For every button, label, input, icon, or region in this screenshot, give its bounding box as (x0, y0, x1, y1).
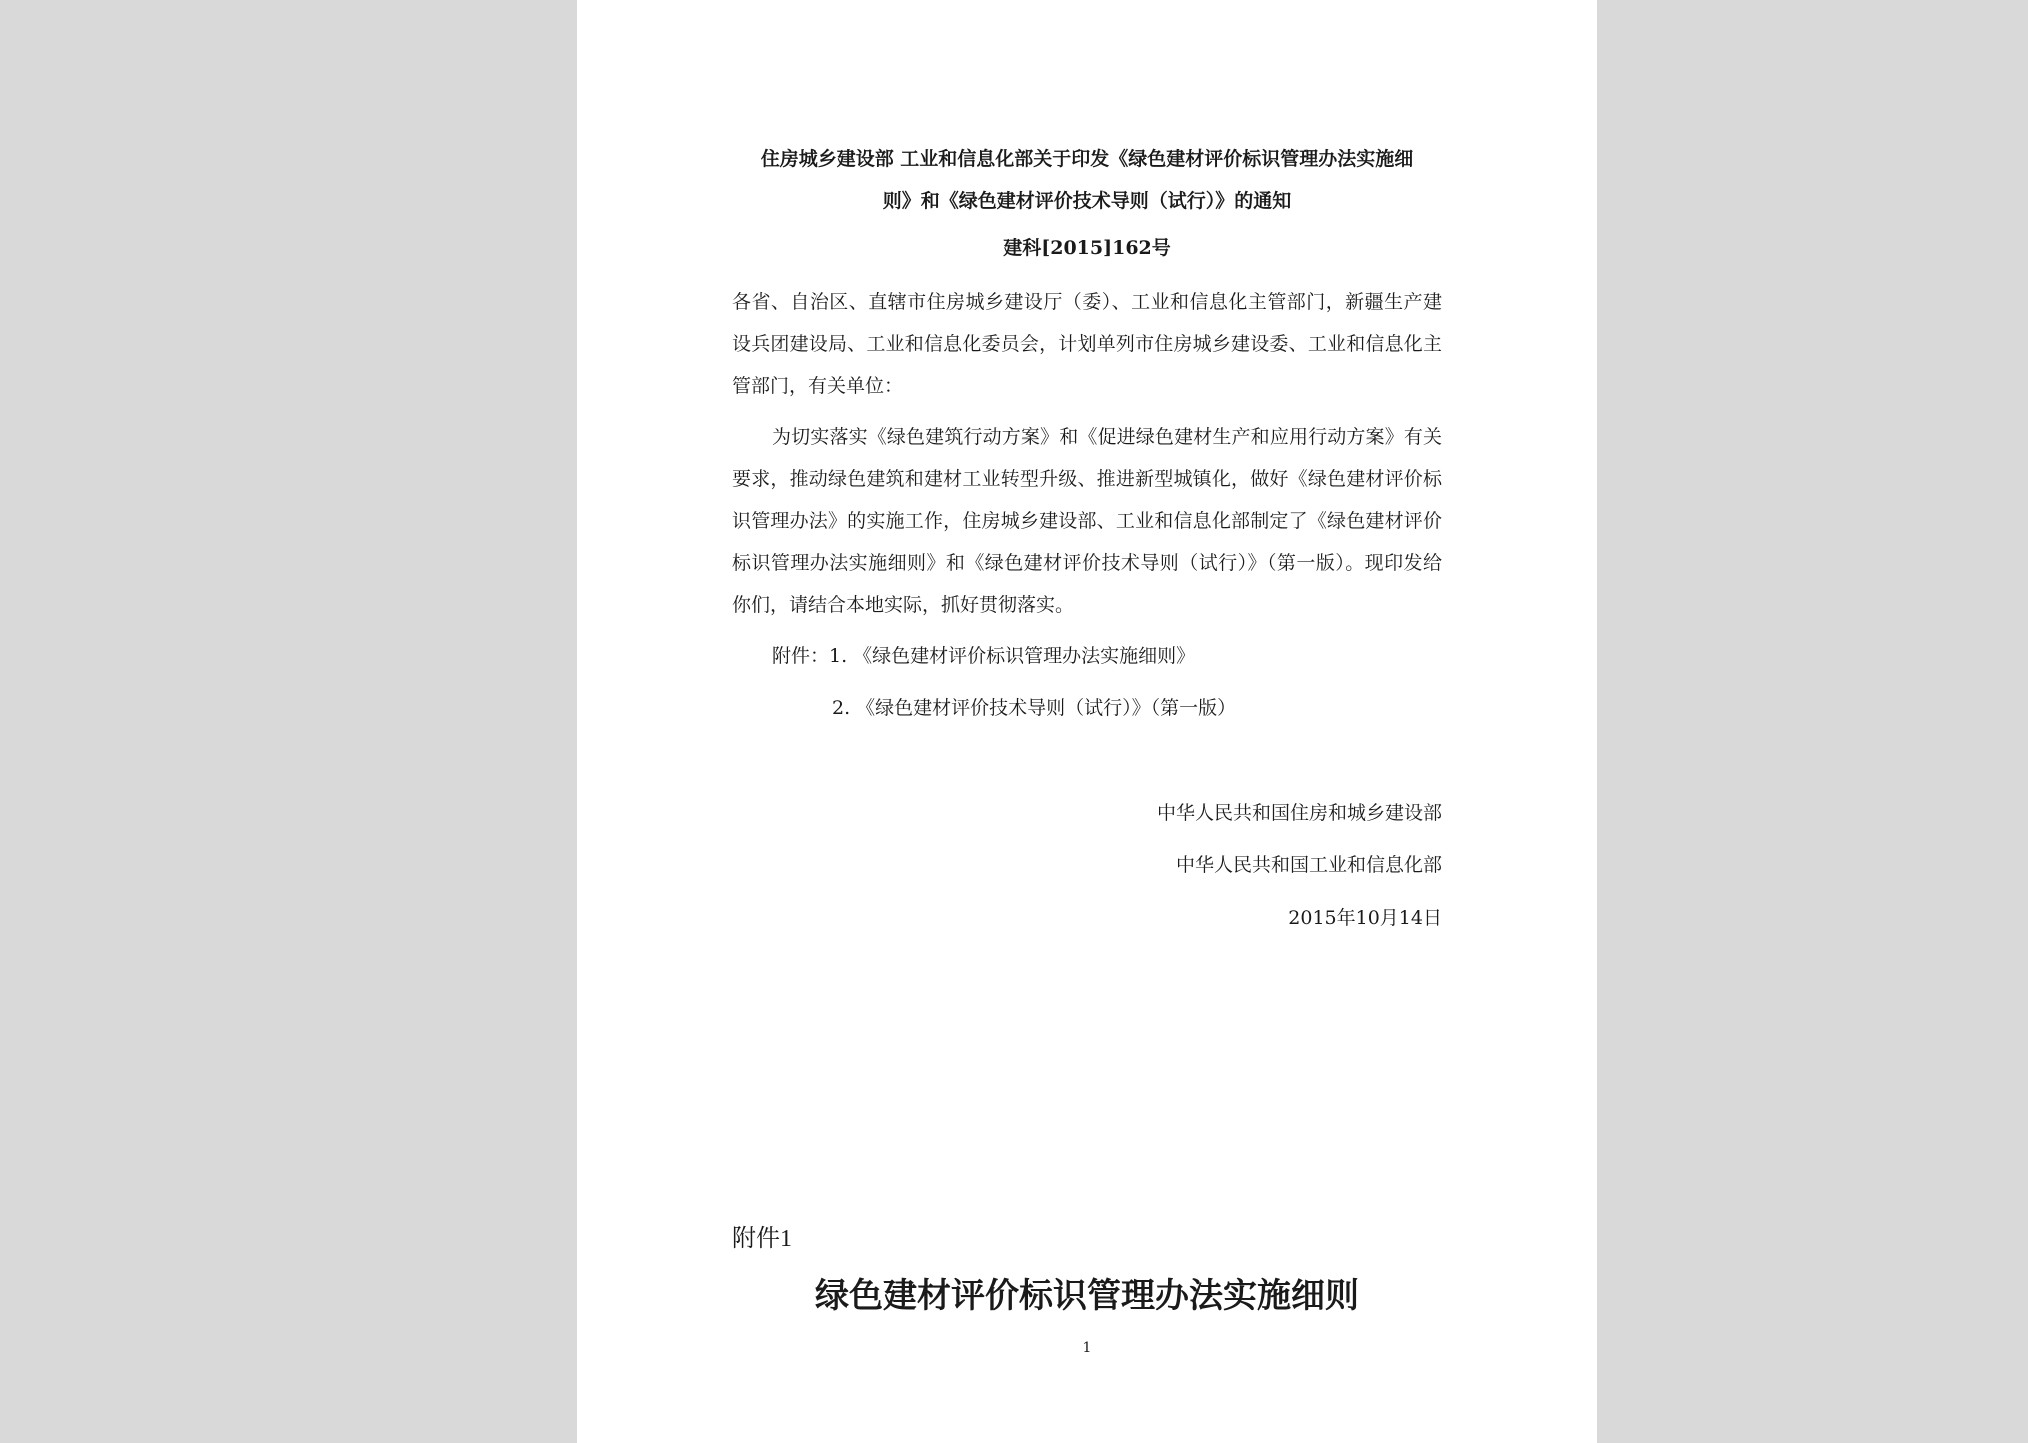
attachment-item-2: 2. 《绿色建材评价技术导则（试行）》（第一版） (832, 697, 1237, 719)
appendix-title: 绿色建材评价标识管理办法实施细则 (815, 1276, 1359, 1316)
notice-title (732, 138, 1442, 222)
addressee-paragraph: 各省、自治区、直辖市住房城乡建设厅（委）、工业和信息化主管部门，新疆生产建设兵团建设局、工业和信息化委员会，计划单列市住房城乡建设委、工业和信息化主管部门，有关单位： (732, 291, 1442, 397)
document-number: 建科[2015]162号 (1003, 237, 1171, 259)
body-paragraph: 为切实落实《绿色建筑行动方案》和《促进绿色建材生产和应用行动方案》有关要求，推动绿色建筑和建材工业转型升级、推进新型城镇化，做好《绿色建材评价标识管理办法》的实施工作，住房城乡建设部、工业和信息化部制定了《绿色建材评价标识管理办法实施细则》和《绿色建材评价技术导则（试行）》（第一版）。现印发给你们，请结合本地实际，抓好贯彻落实。 (732, 426, 1442, 616)
notice-title-line-2: 则》和《绿色建材评价技术导则（试行）》的通知 (882, 190, 1292, 212)
issue-date: 2015年10月14日 (1288, 907, 1442, 929)
page-number: 1 (1082, 1340, 1092, 1356)
document-page (577, 0, 1597, 1443)
appendix-label: 附件1 (732, 1226, 792, 1252)
notice-title-line-1: 住房城乡建设部 工业和信息化部关于印发《绿色建材评价标识管理办法实施细 (760, 148, 1414, 170)
signatory-ministry-industry: 中华人民共和国工业和信息化部 (1175, 854, 1442, 876)
signatory-ministry-housing: 中华人民共和国住房和城乡建设部 (1156, 802, 1442, 824)
attachment-item-1: 附件：1. 《绿色建材评价标识管理办法实施细则》 (772, 645, 1196, 667)
